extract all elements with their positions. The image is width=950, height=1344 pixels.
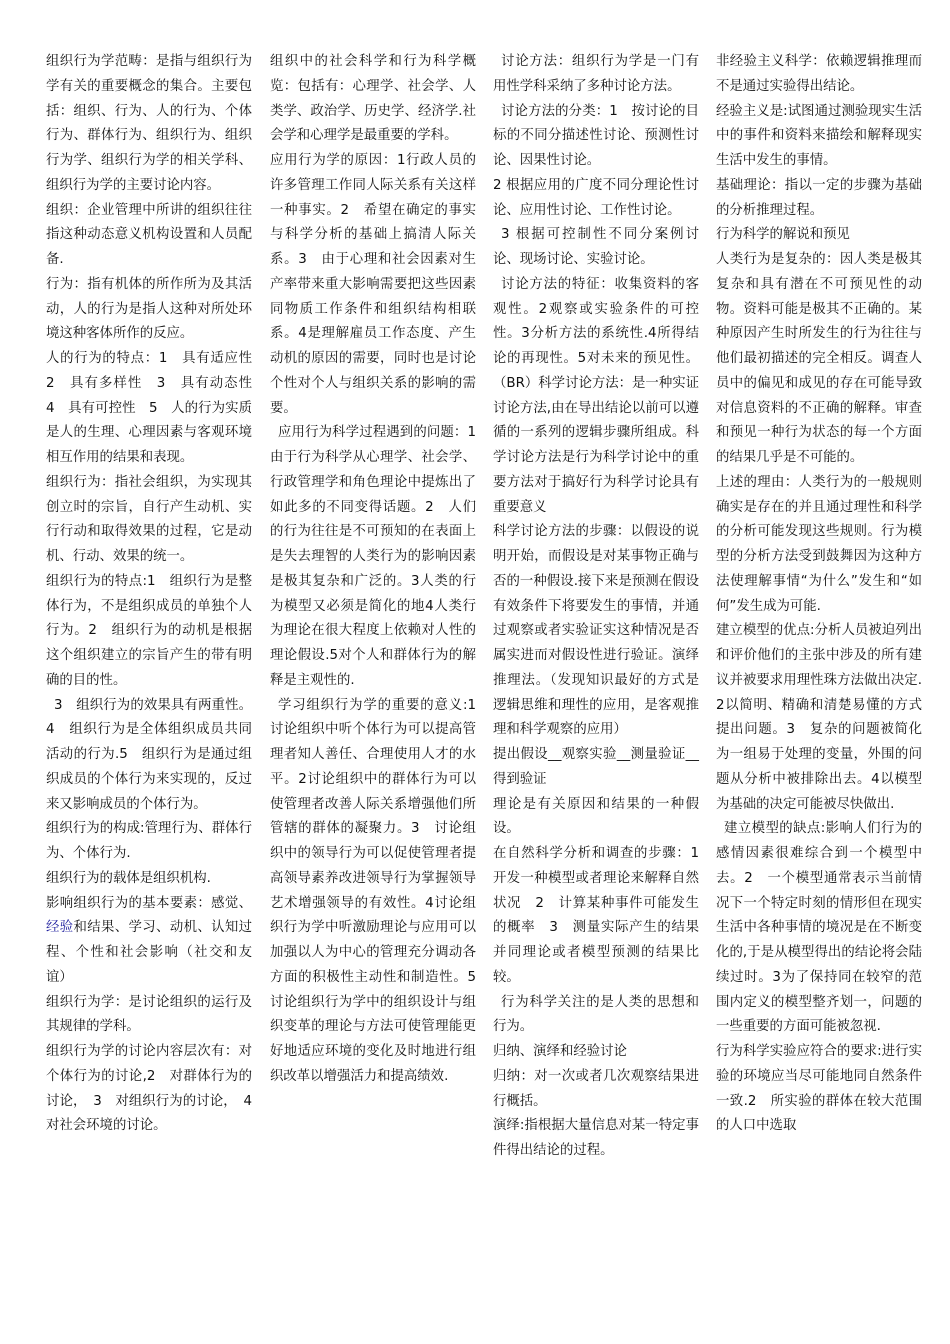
- experience-link[interactable]: 经验: [46, 920, 74, 936]
- paragraph-methods: 讨论方法：组织行为学是一门有用性学科采纳了多种讨论方法。: [493, 54, 699, 94]
- paragraph-induction-heading: 归纳、演绎和经验讨论: [493, 1044, 627, 1059]
- column-1: [46, 50, 266, 1139]
- column-3: [493, 50, 713, 1164]
- heading-explanation-prediction: 行为科学的解说和预见: [716, 227, 850, 243]
- paragraph-method-scope: 2 根据应用的广度不同分理论性讨论、应用性讨论、工作性讨论。: [493, 177, 699, 218]
- column-4: [716, 50, 922, 1139]
- paragraph-induction: 归纳：对一次或者几次观察结果进行概括。: [493, 1068, 699, 1109]
- paragraph-natural-science-steps: 在自然科学分析和调查的步骤：1 开发一种模型或者理论来解释自然状况 2 计算某种事件可能发生的概率 3 测量实际产生的结果并同理论或者模型预测的结果比较。: [493, 846, 713, 985]
- paragraph-experiment-requirements: 行为科学实验应符合的要求:进行实验的环境应当尽可能地同自然条件一致.2 所实验的群体在较大范围的人口中选取: [716, 1044, 922, 1134]
- paragraph-model-advantages: 建立模型的优点:分析人员被迫列出和评价他们的主张中涉及的所有建议并被要求用理性珠方法做出决定.2以简明、精确和清楚易懂的方式提出问题。3 复杂的问题被简化为一组易于处理的变量，外围的问题从分析中被排除出去。4以模型为基础的决定可能被尽快做出.: [716, 623, 922, 812]
- paragraph-behavior-science-focus: 行为科学关注的是人类的思想和行为。: [493, 994, 699, 1035]
- paragraph-org-behavior-composition: 组织行为的构成:管理行为、群体行为、个体行为.: [46, 821, 252, 861]
- paragraph-problems: 应用行为科学过程遇到的问题：1由于行为科学从心理学、社会学、行政管理学和角色理论中提炼出了如此多的不同变得话题。2 人们的行为往往是不可预知的在表面上是失去理智的人类行为的影响因素是极其复杂和广泛的。3人类的行为模型又必须是简化的地4人类行为理论在很大程度上依赖对人性的理论假设.5对个人和群体行为的解释是主观性的.: [270, 425, 476, 688]
- column-2: [270, 50, 476, 1090]
- paragraph-hypothesis-flow: 提出假设__观察实验__测量验证__得到验证: [493, 747, 699, 787]
- paragraph-org-behavior-carrier: 组织行为的载体是组织机构.: [46, 870, 211, 886]
- basic-elements-lead: 影响组织行为的基本要素：感觉、: [46, 895, 252, 911]
- basic-elements-rest: 和结果、学习、动机、认知过程、个性和社会影响（社交和友谊）: [46, 920, 252, 985]
- paragraph-method-control: 3 根据可控制性不同分案例讨论、现场讨论、实验讨论。: [493, 227, 699, 267]
- paragraph-non-empirical: 非经验主义科学：依赖逻辑推理而不是通过实验得出结论。: [716, 54, 922, 94]
- paragraph-basic-theory: 基础理论：指以一定的步骤为基础的分析推理过程。: [716, 177, 922, 218]
- paragraph-research-levels: 组织行为学的讨论内容层次有：对个体行为的讨论,2 对群体行为的讨论， 3 对组织行为的讨论， 4 对社会环境的讨论。: [46, 1044, 266, 1134]
- paragraph-significance: 学习组织行为学的重要的意义:1讨论组织中听个体行为可以提高管理者知人善任、合理使用人才的水平。2讨论组织中的群体行为可以使管理者改善人际关系增强他们所管辖的群体的凝聚力。3 讨论组织中的领导行为可以促使管理者提高领导素养改进领导行为掌握领导艺术增强领导的有效性。4讨论组织行为学中听激励理论与应用可以加强以人为中心的管理充分调动各方面的积极性主动性和制造性。5讨论组织行为学中的组织设计与组织变革的理论与方法可使管理能更好地适应环境的变化及时地进行组织改革以增强活力和提高绩效.: [270, 697, 476, 1084]
- paragraph-behavior: 行为：指有机体的所作所为及其活动，人的行为是指人这种对所处环境这种客体所作的反应。: [46, 276, 252, 342]
- paragraph-behavior-traits: 人的行为的特点：1 具有适应性 2 具有多样性 3 具有动态性 4 具有可控性 5 人的行为实质是人的生理、心理因素与客观环境相互作用的结果和表现。: [46, 351, 266, 465]
- paragraph-org-behavior-effects: 3 组织行为的效果具有两重性。4 组织行为是全体组织成员共同活动的行为.5 组织行为是通过组织成员的个体行为来实现的，反过来又影响成员的个体行为。: [46, 697, 252, 812]
- paragraph-method-features: 讨论方法的特征：收集资料的客观性。2观察或实验条件的可控性。3分析方法的系统性.4所得结论的再现性。5对未来的预见性。（BR）科学讨论方法：是一种实证讨论方法,由在导出结论以前可以遵循的一系列的逻辑步骤所组成。科学讨论方法是行为科学讨论中的重要方法对于搞好行为科学讨论具有重要意义: [493, 276, 699, 515]
- paragraph-deduction: 演绎:指根据大量信息对某一特定事件得出结论的过程。: [493, 1118, 699, 1158]
- paragraph-empiricism: 经验主义是:试图通过测验现实生活中的事件和资料来描绘和解释现实生活中发生的事情。: [716, 103, 922, 168]
- paragraph-complex-behavior: 人类行为是复杂的：因人类是极其复杂和具有潜在不可预见性的动物。资料可能是极其不正确的。某种原因产生时所发生的行为往往与他们最初描述的完全相反。调查人员中的偏见和成见的存在可能导致对信息资料的不正确的解释。审查和预见一种行为状态的每一个方面的结果几乎是不可能的。: [716, 252, 922, 465]
- paragraph-org-behavior-traits: 组织行为的特点:1 组织行为是整体行为，不是组织成员的单独个人行为。2 组织行为的动机是根据这个组织建立的宗旨产生的带有明确的目的性。: [46, 573, 252, 688]
- paragraph-ob-definition: 组织行为学：是讨论组织的运行及其规律的学科。: [46, 994, 252, 1035]
- paragraph-organization: 组织：企业管理中所讲的组织往往指这种动态意义机构设置和人员配备.: [46, 202, 252, 267]
- paragraph-scientific-steps: 科学讨论方法的步骤：以假设的说明开始，而假设是对某事物正确与否的一种假设.接下来是预测在假设有效条件下将要发生的事情，并通过观察或者实验证实这种情况是否属实进而对假设性进行验证。演绎推理法。（发现知识最好的方式是逻辑思维和理性的应用，是客观推理和科学观察的应用）: [493, 524, 699, 738]
- paragraph-basic-elements: [46, 892, 252, 991]
- paragraph-why-apply: 应用行为学的原因：1行政人员的许多管理工作同人际关系有关这样一种事实。2 希望在确定的事实与科学分析的基础上搞清人际关系。3 由于心理和社会因素对生产率带来重大影响需要把这些因素同物质工作条件和组织结构相联系。4是理解雇员工作态度、产生动机的原因的需要，同时也是讨论个性对个人与组织关系的影响的需要。: [270, 153, 476, 416]
- paragraph-reasons: 上述的理由：人类行为的一般规则确实是存在的并且通过理性和科学的分析可能发现这些规则。行为模型的分析方法受到鼓舞因为这种方法使理解事情“为什么”发生和“如何”发生成为可能.: [716, 474, 922, 614]
- paragraph-ob-category: 组织行为学范畴：是指与组织行为学有关的重要概念的集合。主要包括：组织、行为、人的行为、个体行为、群体行为、组织行为、组织行为学、组织行为学的相关学科、组织行为学的主要讨论内容。: [46, 54, 252, 193]
- paragraph-model-disadvantages: 建立模型的缺点:影响人们行为的感情因素很难综合到一个模型中去。2 一个模型通常表示当前情况下一个特定时刻的情形但在现实生活中各种事情的境况是在不断变化的,于是从模型得出的结论将会陆续过时。3为了保持同在较窄的范围内定义的模型整齐划一，问题的一些重要的方面可能被忽视.: [716, 821, 922, 1035]
- paragraph-theory: 理论是有关原因和结果的一种假设。: [493, 796, 699, 837]
- paragraph-social-sciences: 组织中的社会科学和行为科学概览：包括有：心理学、社会学、人类学、政治学、历史学、经济学.社会学和心理学是最重要的学科。: [270, 54, 476, 144]
- paragraph-method-types: 讨论方法的分类：1 按讨论的目标的不同分描述性讨论、预测性讨论、因果性讨论。: [493, 103, 699, 168]
- paragraph-org-behavior: 组织行为：指社会组织，为实现其创立时的宗旨，自行产生动机、实行行动和取得效果的过程，它是动机、行动、效果的统一。: [46, 474, 252, 564]
